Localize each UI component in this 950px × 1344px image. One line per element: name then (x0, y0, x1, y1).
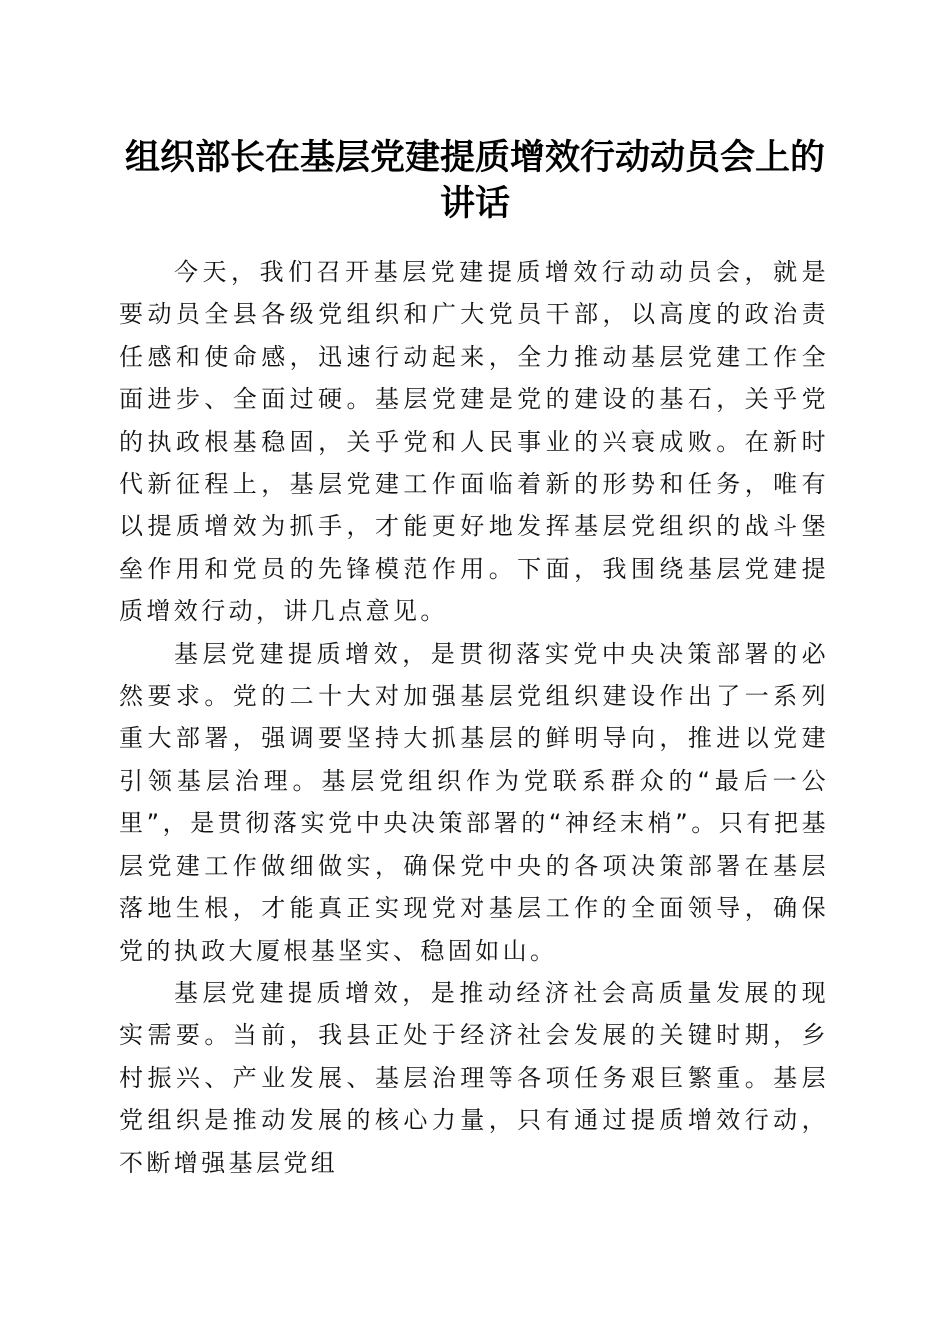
paragraph-2: 基层党建提质增效，是贯彻落实党中央决策部署的必然要求。党的二十大对加强基层党组织建设作出了一系列重大部署，强调要坚持大抓基层的鲜明导向，推进以党建引领基层治理。基层党组织作为党联系群众的“最后一公里”，是贯彻落实党中央决策部署的“神经末梢”。只有把基层党建工作做细做实，确保党中央的各项决策部署在基层落地生根，才能真正实现党对基层工作的全面领导，确保党的执政大厦根基坚实、稳固如山。 (119, 639, 829, 965)
paragraph-3: 基层党建提质增效，是推动经济社会高质量发展的现实需要。当前，我县正处于经济社会发展的关键时期，乡村振兴、产业发展、基层治理等各项任务艰巨繁重。基层党组织是推动发展的核心力量，只有通过提质增效行动，不断增强基层党组 (119, 978, 829, 1177)
document-title: 组织部长在基层党建提质增效行动动员会上的讲话 (124, 137, 825, 224)
document-body (119, 251, 829, 1184)
paragraph-1: 今天，我们召开基层党建提质增效行动动员会，就是要动员全县各级党组织和广大党员干部，以高度的政治责任感和使命感，迅速行动起来，全力推动基层党建工作全面进步、全面过硬。基层党建是党的建设的基石，关乎党的执政根基稳固，关乎党和人民事业的兴衰成败。在新时代新征程上，基层党建工作面临着新的形势和任务，唯有以提质增效为抓手，才能更好地发挥基层党组织的战斗堡垒作用和党员的先锋模范作用。下面，我围绕基层党建提质增效行动，讲几点意见。 (119, 258, 829, 626)
